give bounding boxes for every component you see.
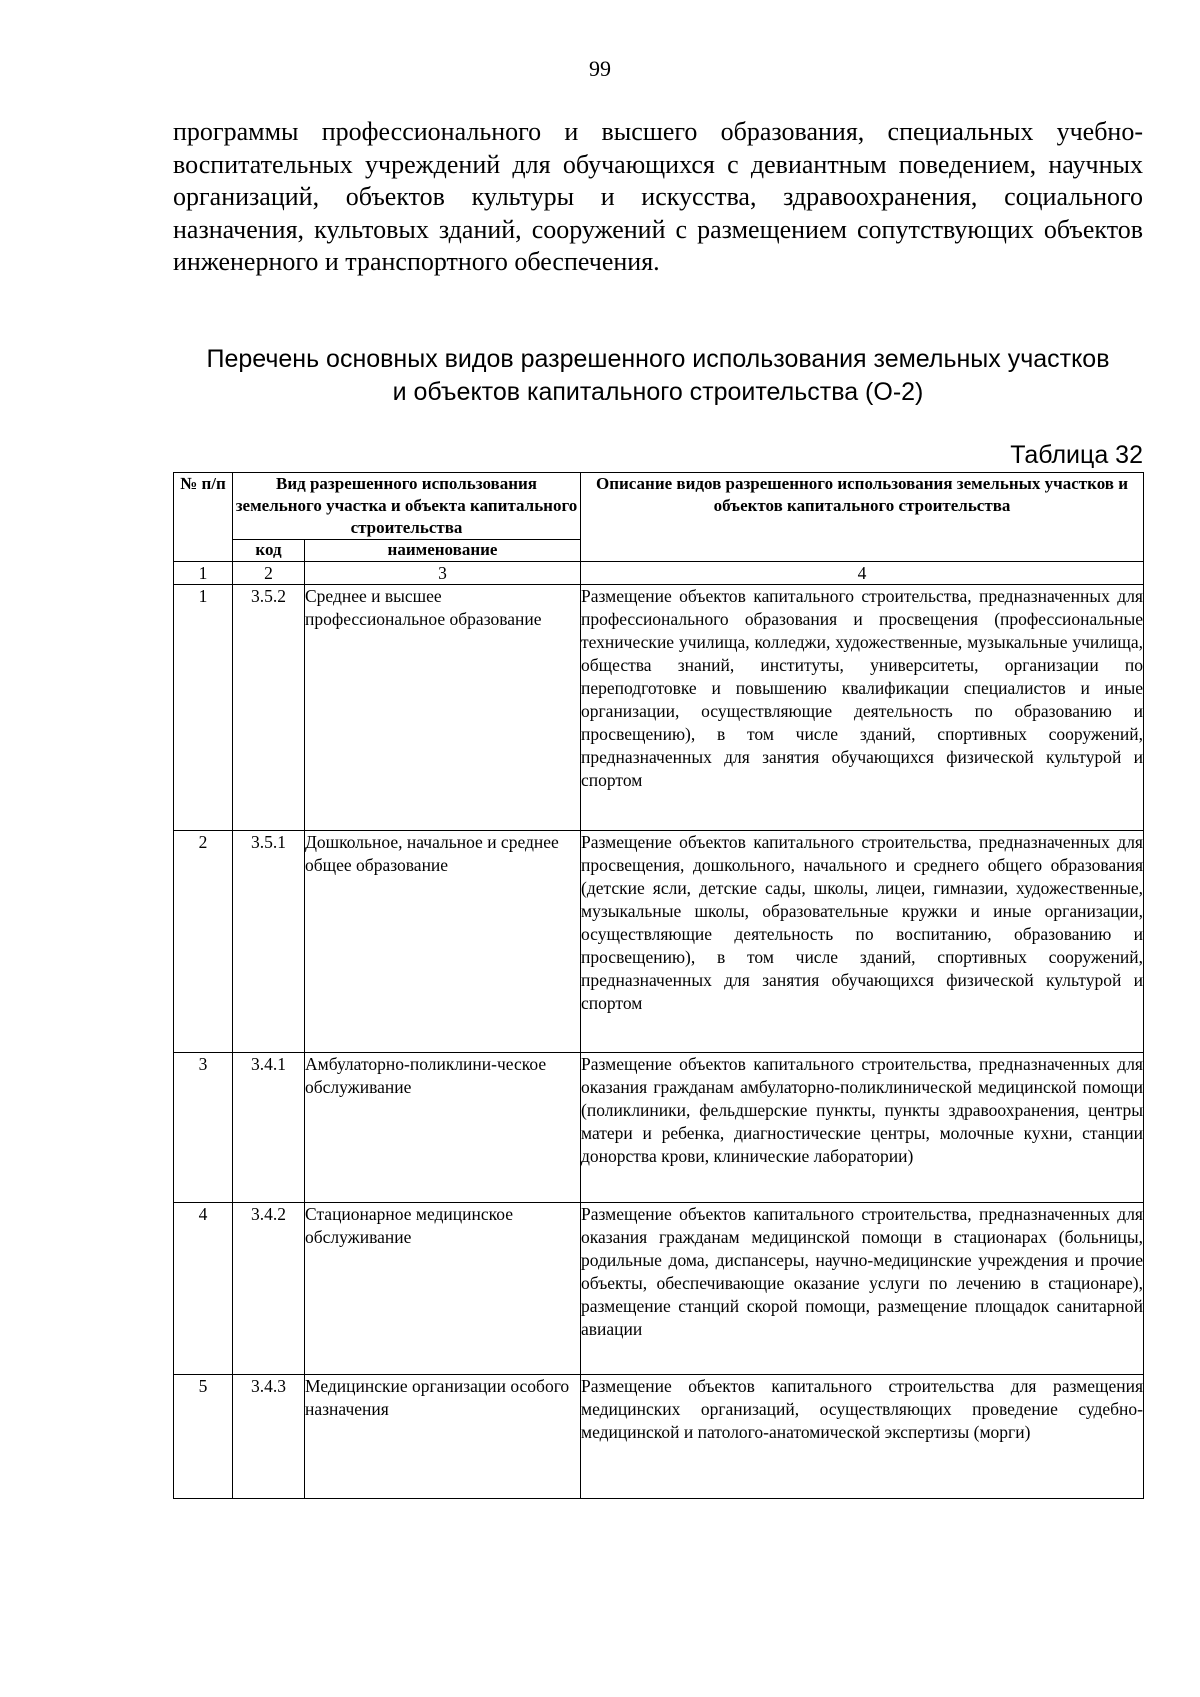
table-row — [174, 585, 1144, 831]
permitted-use-table — [173, 472, 1144, 1499]
header-kind: Вид разрешенного использования земельного участка и объекта капитального строительства — [233, 473, 581, 540]
row-name: Среднее и высшее профессиональное образование — [305, 585, 581, 831]
header-num: № п/п — [174, 473, 233, 562]
row-name: Стационарное медицинское обслуживание — [305, 1203, 581, 1375]
section-title-line-2: и объектов капитального строительства (О-2) — [392, 378, 924, 406]
section-title — [173, 343, 1143, 409]
row-description: Размещение объектов капитального строительства, предназначенных для просвещения, дошкольного, начального и среднего общего образования (детские ясли, детские сады, школы, лицеи, гимназии, художественные, музыкальные школы, образовательные кружки и иные организации, осуществляющие деятельность по воспитанию, образованию и просвещению), в том числе зданий, спортивных сооружений, предназначенных для занятия обучающихся физической культурой и спортом — [581, 831, 1144, 1053]
row-description: Размещение объектов капитального строительства, предназначенных для профессионального образования и просвещения (профессиональные технические училища, колледжи, художественные, музыкальные училища, общества знаний, институты, университеты, организации по переподготовке и повышению квалификации специалистов и иные организации, осуществляющие деятельность по образованию и просвещению), в том числе зданий, спортивных сооружений, предназначенных для занятия обучающихся физической культурой и спортом — [581, 585, 1144, 831]
row-description: Размещение объектов капитального строительства, предназначенных для оказания гражданам медицинской помощи в стационарах (больницы, родильные дома, диспансеры, научно-медицинские учреждения и прочие объекты, обеспечивающие оказание услуги по лечению в стационаре), размещение станций скорой помощи, размещение площадок санитарной авиации — [581, 1203, 1144, 1375]
column-number: 2 — [233, 562, 305, 585]
table-caption: Таблица 32 — [1010, 441, 1143, 469]
header-code: код — [233, 540, 305, 562]
table-row — [174, 1053, 1144, 1203]
column-number-row — [174, 562, 1144, 585]
row-num: 3 — [174, 1053, 233, 1203]
row-num: 4 — [174, 1203, 233, 1375]
intro-paragraph: программы профессионального и высшего образования, специальных учебно-воспитательных учреждений для обучающихся с девиантным поведением, научных организаций, объектов культуры и искусства, здравоохранения, социального назначения, культовых зданий, сооружений с размещением сопутствующих объектов инженерного и транспортного обеспечения. — [173, 117, 1143, 276]
row-description: Размещение объектов капитального строительства для размещения медицинских организаций, осуществляющих проведение судебно-медицинской и патолого-анатомической экспертизы (морги) — [581, 1375, 1144, 1499]
table-row — [174, 1375, 1144, 1499]
row-name: Дошкольное, начальное и среднее общее образование — [305, 831, 581, 1053]
row-name: Медицинские организации особого назначения — [305, 1375, 581, 1499]
row-num: 1 — [174, 585, 233, 831]
table-row — [174, 1203, 1144, 1375]
table-row — [174, 831, 1144, 1053]
header-description: Описание видов разрешенного использования земельных участков и объектов капитального строительства — [581, 473, 1144, 562]
row-num: 2 — [174, 831, 233, 1053]
row-code: 3.4.1 — [233, 1053, 305, 1203]
column-number: 4 — [581, 562, 1144, 585]
row-code: 3.5.1 — [233, 831, 305, 1053]
row-name: Амбулаторно-поликлини-ческое обслуживание — [305, 1053, 581, 1203]
column-number: 1 — [174, 562, 233, 585]
row-code: 3.4.3 — [233, 1375, 305, 1499]
row-code: 3.4.2 — [233, 1203, 305, 1375]
page-number: 99 — [589, 56, 611, 81]
column-number: 3 — [305, 562, 581, 585]
row-description: Размещение объектов капитального строительства, предназначенных для оказания гражданам амбулаторно-поликлинической медицинской помощи (поликлиники, фельдшерские пункты, пункты здравоохранения, центры матери и ребенка, диагностические центры, молочные кухни, станции донорства крови, клинические лаборатории) — [581, 1053, 1144, 1203]
header-name: наименование — [305, 540, 581, 562]
row-num: 5 — [174, 1375, 233, 1499]
section-title-line-1: Перечень основных видов разрешенного использования земельных участков — [206, 345, 1110, 373]
row-code: 3.5.2 — [233, 585, 305, 831]
